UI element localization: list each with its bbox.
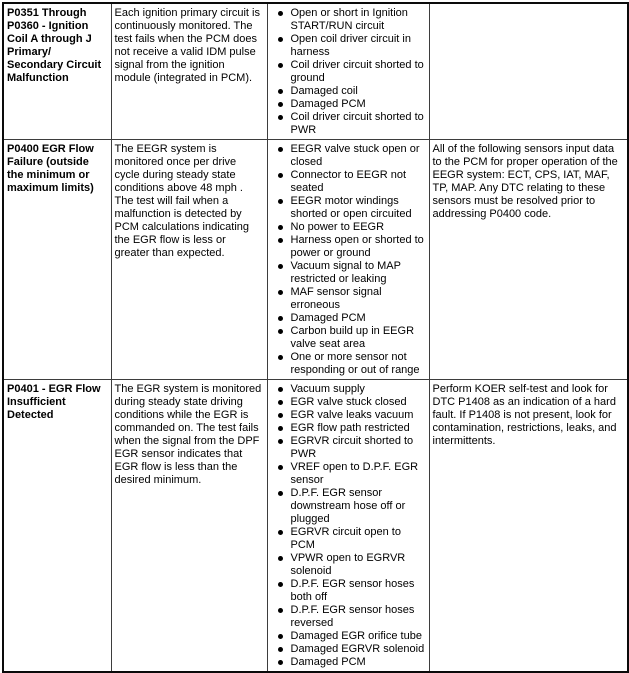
- cause-item: VREF open to D.P.F. EGR sensor: [274, 461, 425, 487]
- cause-item: VPWR open to EGRVR solenoid: [274, 552, 425, 578]
- action-notes-cell: All of the following sensors input data to the PCM for proper operation of the EEGR system: ECT, CPS, IAT, MAF, TP, MAP. Any DTC relating to these sensors must be resolved prior to addressing P0400 code.: [429, 140, 628, 380]
- cause-item: Connector to EEGR not seated: [274, 169, 425, 195]
- cause-item: MAF sensor signal erroneous: [274, 286, 425, 312]
- action-notes-cell: [429, 3, 628, 140]
- cause-item: Damaged PCM: [274, 98, 425, 111]
- cause-item: EGR flow path restricted: [274, 422, 425, 435]
- cause-item: EGRVR circuit open to PCM: [274, 526, 425, 552]
- cause-item: Damaged coil: [274, 85, 425, 98]
- cause-item: EGR valve stuck closed: [274, 396, 425, 409]
- action-notes-cell: Perform KOER self-test and look for DTC P1408 as an indication of a hard fault. If P1408 is not present, look for contamination, restrictions, leaks, and intermittents.: [429, 380, 628, 673]
- table-row-p0400: [3, 140, 628, 380]
- monitor-description-cell: The EEGR system is monitored once per drive cycle during steady state conditions above 48 mph . The test will fail when a malfunction is detected by PCM calculations indicating the EGR flow is less or greater than expected.: [111, 140, 267, 380]
- cause-item: D.P.F. EGR sensor downstream hose off or plugged: [274, 487, 425, 526]
- monitor-description-cell: The EGR system is monitored during steady state driving conditions while the EGR is commanded on. The test fails when the signal from the DPF EGR sensor indicates that EGR flow is less than the desired minimum.: [111, 380, 267, 673]
- dtc-code-cell: P0401 - EGR Flow Insufficient Detected: [3, 380, 111, 673]
- possible-causes-cell: [267, 3, 429, 140]
- possible-causes-cell: [267, 140, 429, 380]
- possible-causes-list: [271, 383, 425, 669]
- table-row-p0351: [3, 3, 628, 140]
- cause-item: Carbon build up in EEGR valve seat area: [274, 325, 425, 351]
- cause-item: One or more sensor not responding or out of range: [274, 351, 425, 377]
- possible-causes-list: [271, 7, 425, 137]
- monitor-description-cell: Each ignition primary circuit is continuously monitored. The test fails when the PCM does not receive a valid IDM pulse signal from the ignition module (integrated in PCM).: [111, 3, 267, 140]
- possible-causes-cell: [267, 380, 429, 673]
- cause-item: EGR valve leaks vacuum: [274, 409, 425, 422]
- cause-item: EGRVR circuit shorted to PWR: [274, 435, 425, 461]
- cause-item: Harness open or shorted to power or ground: [274, 234, 425, 260]
- cause-item: Damaged PCM: [274, 656, 425, 669]
- cause-item: Vacuum signal to MAP restricted or leaking: [274, 260, 425, 286]
- cause-item: EEGR valve stuck open or closed: [274, 143, 425, 169]
- dtc-code-cell: P0351 Through P0360 - Ignition Coil A through J Primary/ Secondary Circuit Malfunction: [3, 3, 111, 140]
- cause-item: Open coil driver circuit in harness: [274, 33, 425, 59]
- cause-item: Damaged PCM: [274, 312, 425, 325]
- cause-item: Vacuum supply: [274, 383, 425, 396]
- cause-item: D.P.F. EGR sensor hoses reversed: [274, 604, 425, 630]
- cause-item: Damaged EGRVR solenoid: [274, 643, 425, 656]
- cause-item: Coil driver circuit shorted to PWR: [274, 111, 425, 137]
- cause-item: Coil driver circuit shorted to ground: [274, 59, 425, 85]
- table-row-p0401: [3, 380, 628, 673]
- dtc-code-cell: P0400 EGR Flow Failure (outside the minimum or maximum limits): [3, 140, 111, 380]
- dtc-table: [2, 2, 629, 673]
- cause-item: EEGR motor windings shorted or open circuited: [274, 195, 425, 221]
- possible-causes-list: [271, 143, 425, 377]
- cause-item: Damaged EGR orifice tube: [274, 630, 425, 643]
- cause-item: No power to EEGR: [274, 221, 425, 234]
- cause-item: Open or short in Ignition START/RUN circuit: [274, 7, 425, 33]
- cause-item: D.P.F. EGR sensor hoses both off: [274, 578, 425, 604]
